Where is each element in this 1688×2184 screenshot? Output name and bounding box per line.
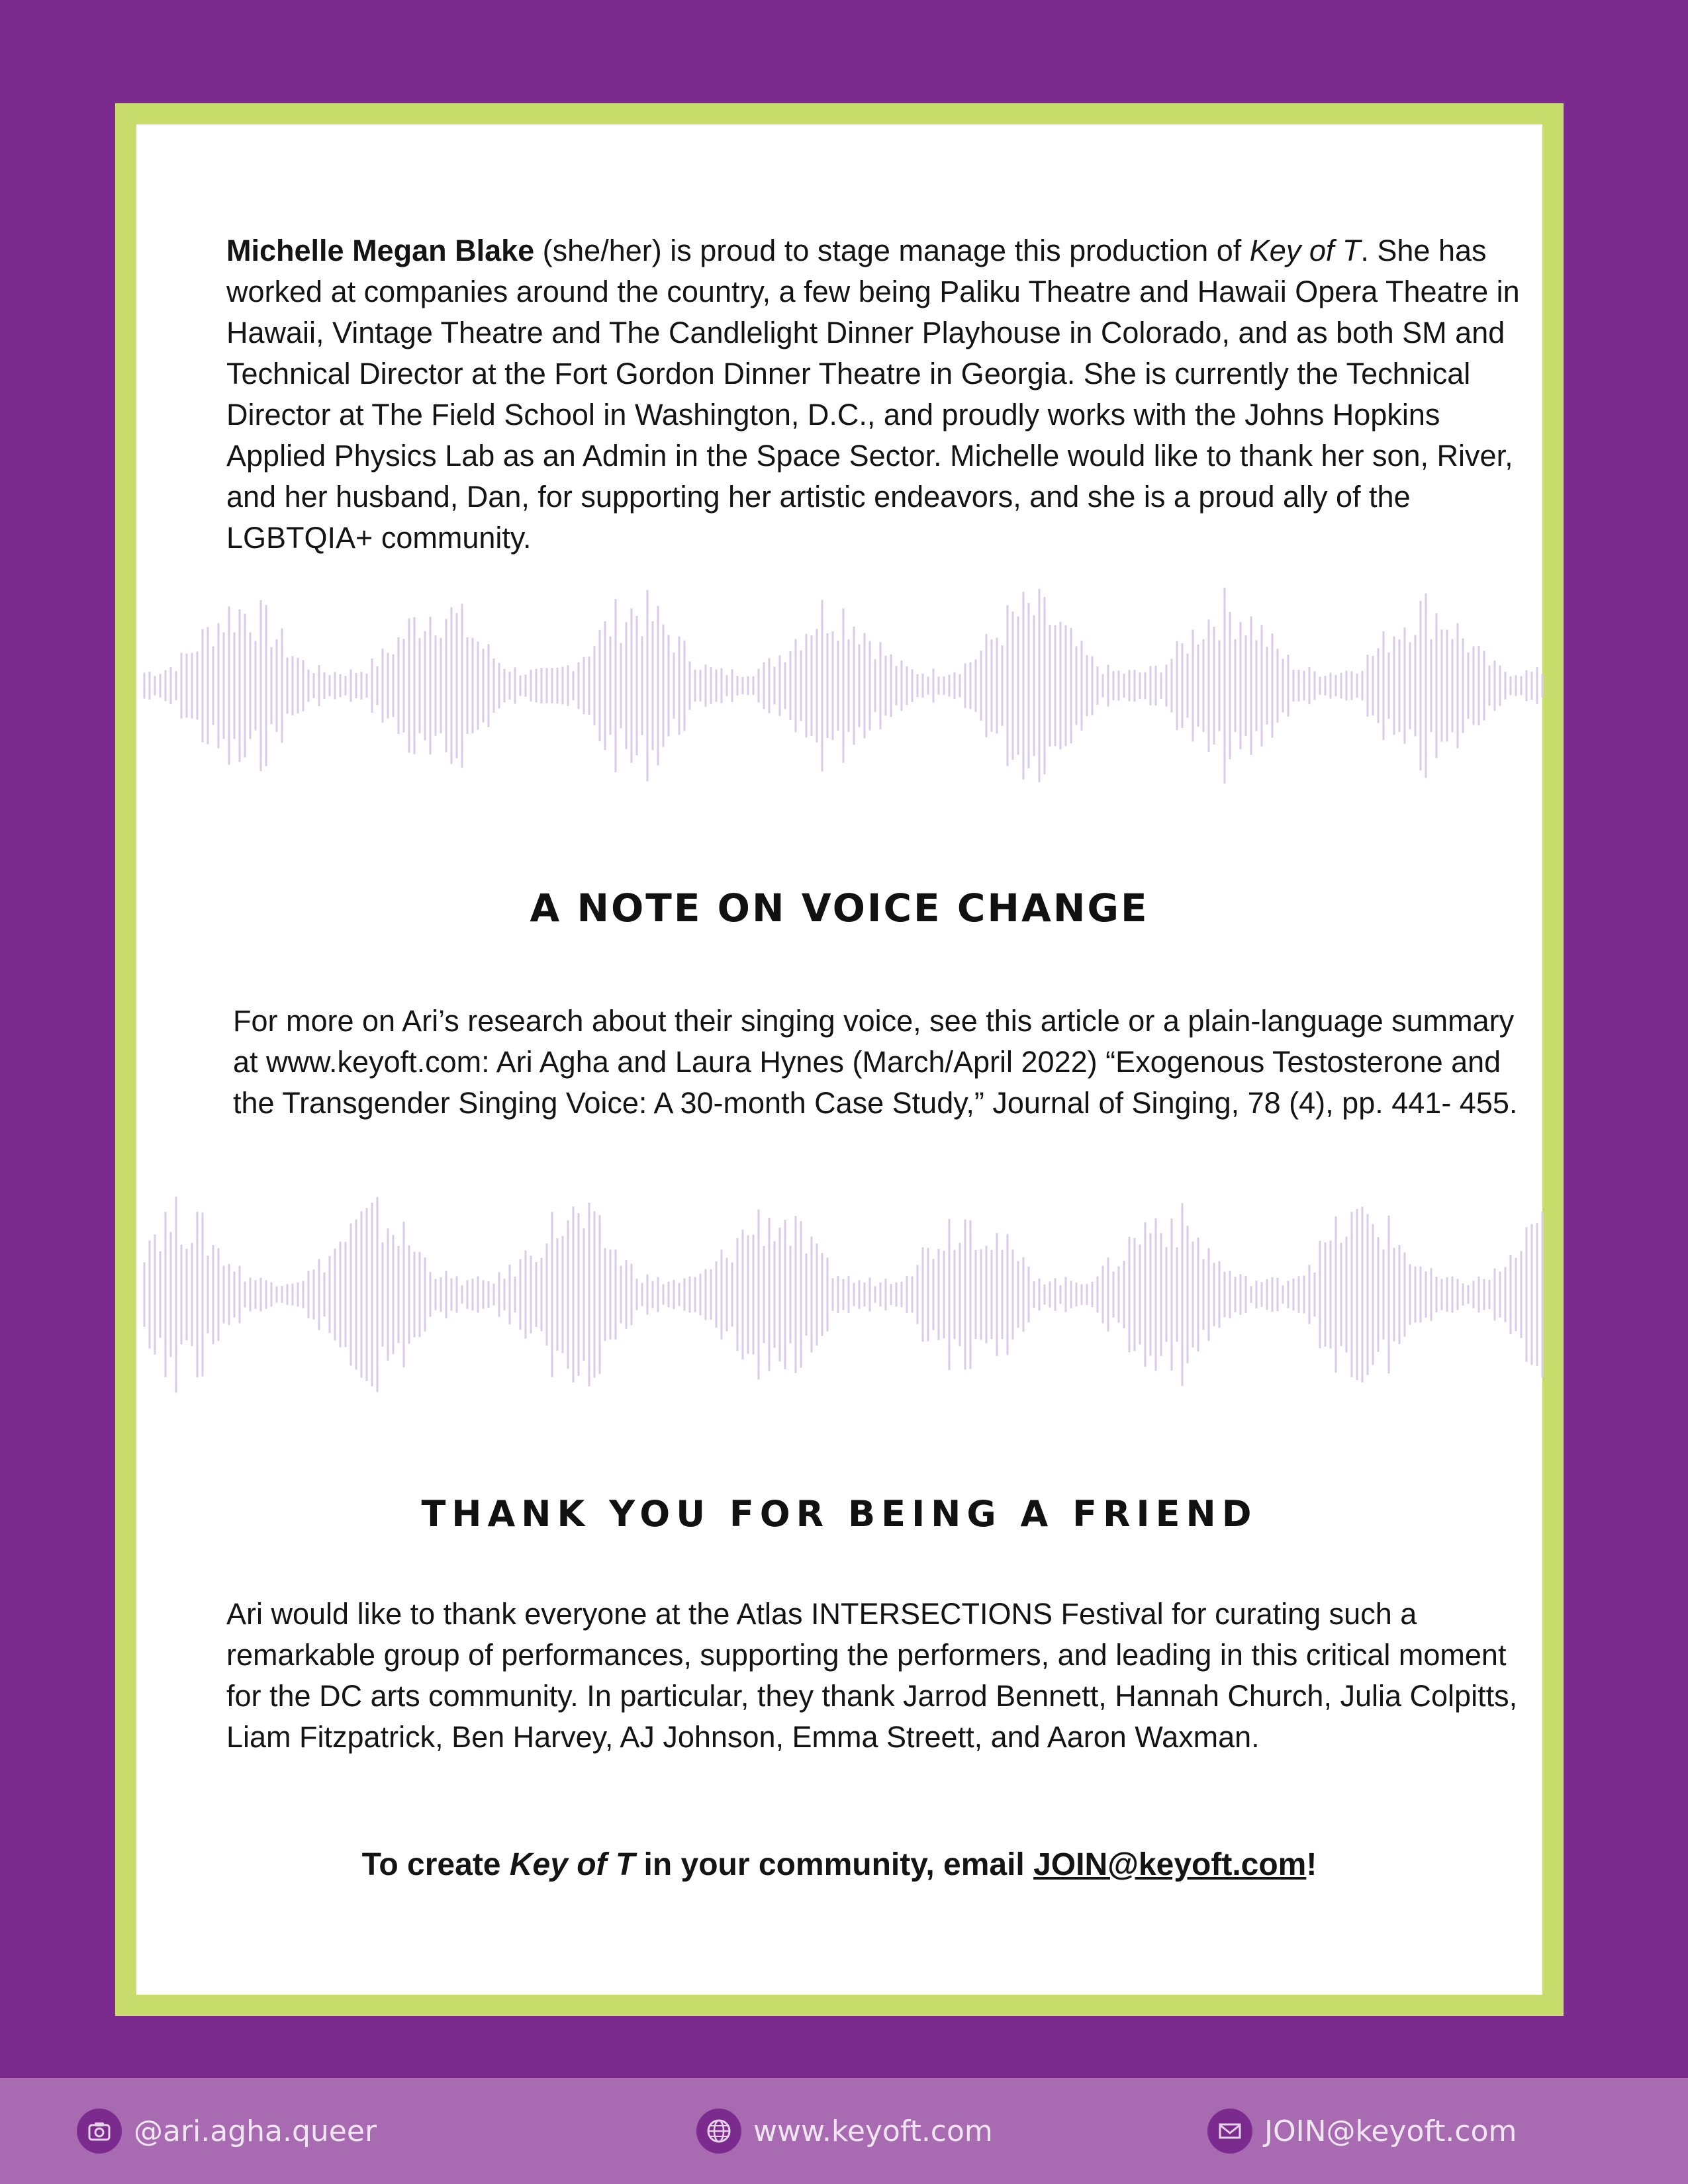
thanks-heading: THANK YOU FOR BEING A FRIEND — [421, 1493, 1258, 1535]
voice-note-body: For more on Ari’s research about their singing voice, see this article or a plain-language summary at www.keyoft.com: Ari Agha and Laura Hynes (March/April 2022) “Exogenous Testosterone and the Transgender Singing Voice: A 30-month Case Study,” Journal of Singing, 78 (4), pp. 441- 455. — [233, 1004, 1518, 1120]
call-to-action — [136, 1846, 1542, 1883]
voice-note-heading: A NOTE ON VOICE CHANGE — [530, 886, 1149, 931]
bio-name: Michelle Megan Blake — [226, 234, 535, 267]
website-url: www.keyoft.com — [753, 2114, 993, 2148]
mail-icon — [1207, 2109, 1252, 2154]
bio-intro: (she/her) is proud to stage manage this production of — [534, 234, 1250, 267]
bio-show-title: Key of T — [1249, 234, 1361, 267]
cta-prefix: To create — [361, 1847, 510, 1882]
footer-email[interactable] — [1207, 2107, 1517, 2155]
thanks-body: Ari would like to thank everyone at the Atlas INTERSECTIONS Festival for curating such a remarkable group of performances, supporting the performers, and leading in this critical moment for the DC arts community. In particular, they thank Jarrod Bennett, Hannah Church, Julia Colpitts, Liam Fitzpatrick, Ben Harvey, AJ Johnson, Emma Streett, and Aaron Waxman. — [226, 1597, 1518, 1754]
footer-bar — [0, 2078, 1688, 2184]
page-frame — [115, 103, 1564, 2016]
bio-rest: . She has worked at companies around the country, a few being Paliku Theatre and Hawaii Opera Theatre in Hawaii, Vintage Theatre and The Candlelight Dinner Playhouse in Colorado, and as both SM and Technical Director at the Fort Gordon Dinner Theatre in Georgia. She is currently the Technical Director at The Field School in Washington, D.C., and proudly works with the Johns Hopkins Applied Physics Lab as an Admin in the Space Sector. Michelle would like to thank her son, River, and her husband, Dan, for supporting her artistic endeavors, and she is a proud ally of the LGBTQIA+ community. — [226, 234, 1520, 555]
cta-suffix: ! — [1306, 1847, 1317, 1882]
bio-paragraph — [226, 230, 1524, 559]
globe-icon — [696, 2109, 741, 2154]
cta-show-title: Key of T — [509, 1847, 635, 1882]
footer-instagram[interactable] — [77, 2107, 377, 2155]
email-address: JOIN@keyoft.com — [1264, 2114, 1517, 2148]
content-panel — [136, 124, 1542, 1995]
sound-wave-divider — [142, 580, 1548, 792]
sound-wave-divider — [142, 1189, 1548, 1400]
footer-website[interactable] — [696, 2107, 993, 2155]
cta-email-link[interactable]: JOIN@keyoft.com — [1033, 1847, 1307, 1882]
cta-middle: in your community, email — [635, 1847, 1034, 1882]
instagram-handle: @ari.agha.queer — [134, 2114, 377, 2148]
camera-icon — [77, 2109, 122, 2154]
